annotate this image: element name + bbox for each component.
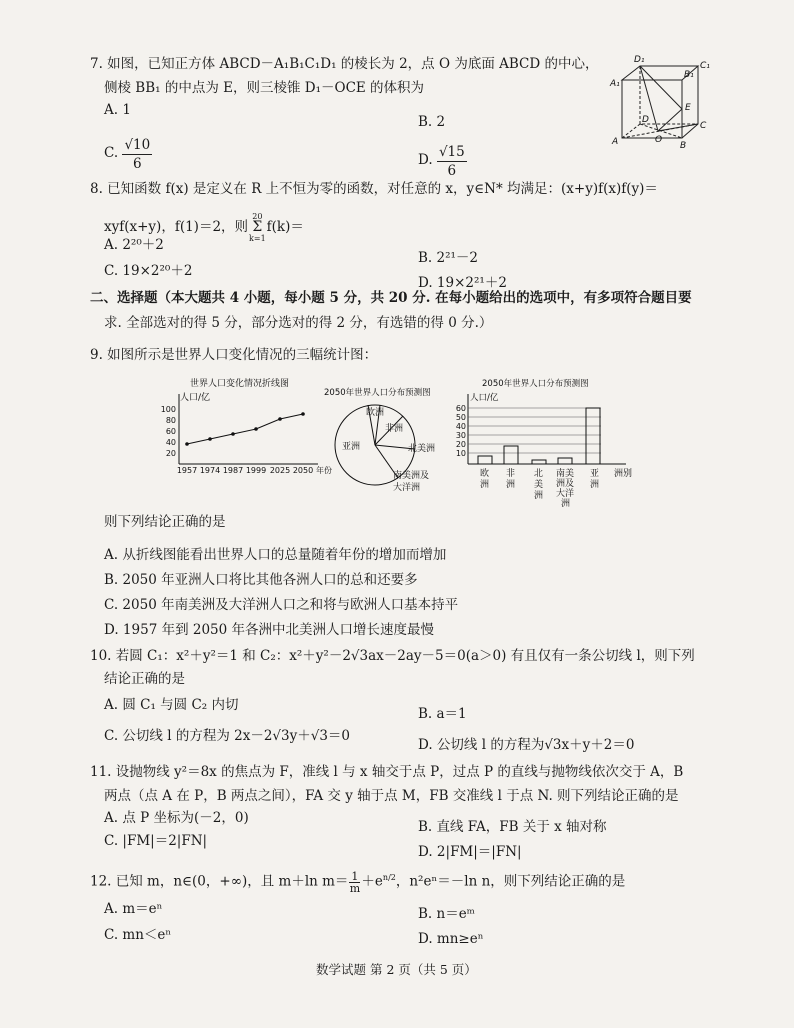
cube-label-a: A bbox=[612, 137, 619, 147]
pie-label-africa: 非洲 bbox=[385, 424, 404, 434]
bar-europe bbox=[478, 456, 492, 464]
section2-header-line1: 二、选择题（本大题共 4 小题，每小题 5 分，共 20 分. 在每小题给出的选项中，有多项符合题目要 bbox=[90, 290, 692, 306]
q8-stem-line2-a: xyf(x+y)，f(1)＝2，则 bbox=[104, 219, 249, 235]
bar-label-europe: 欧洲 bbox=[480, 469, 490, 490]
page-footer: 数学试题 第 2 页（共 5 页） bbox=[316, 962, 477, 977]
q12-stem-c: ，n²eⁿ＝－ln n，则下列结论正确的是 bbox=[395, 873, 626, 890]
pie-label-south-america: 南美洲及 bbox=[393, 471, 430, 481]
bar-chart-ytick: 20 bbox=[455, 440, 466, 449]
q9-option-b: B. 2050 年亚洲人口将比其他各洲人口的总和还要多 bbox=[104, 572, 418, 588]
q9-option-c: C. 2050 年南美洲及大洋洲人口之和将与欧洲人口基本持平 bbox=[104, 597, 459, 613]
line-chart-point bbox=[208, 437, 212, 441]
bar-chart-xunit: 洲别 bbox=[614, 469, 633, 479]
pie-label-north-america: 北美洲 bbox=[408, 444, 436, 454]
q8-stem-line1: 8. 已知函数 f(x) 是定义在 R 上不恒为零的函数，对任意的 x，y∈N* 均满足：(x+y)f(x)f(y)＝ bbox=[90, 181, 658, 197]
bar-asia bbox=[586, 408, 600, 464]
q7-option-d-denominator: 6 bbox=[447, 163, 457, 179]
q7-option-d bbox=[418, 143, 467, 180]
q10-option-b: B. a＝1 bbox=[418, 706, 467, 722]
q7-option-c-numerator: √10 bbox=[124, 137, 151, 153]
cube-label-c: C bbox=[700, 121, 707, 131]
q8-sum-lower: k=1 bbox=[249, 234, 266, 243]
line-chart-point bbox=[231, 432, 235, 436]
population-line-chart bbox=[150, 372, 340, 477]
pie-label-asia: 亚洲 bbox=[342, 442, 361, 452]
cube-label-d: D bbox=[642, 115, 649, 125]
q8-option-a: A. 2²⁰＋2 bbox=[104, 237, 164, 253]
q8-sum-upper: 20 bbox=[252, 212, 263, 221]
q7-option-b: B. 2 bbox=[418, 114, 446, 130]
q8-option-d: D. 19×2²¹＋2 bbox=[418, 275, 507, 291]
q7-option-c-prefix: C. bbox=[104, 145, 123, 161]
q7-stem-line2: 侧棱 BB₁ 的中点为 E，则三棱锥 D₁－OCE 的体积为 bbox=[104, 80, 425, 96]
q12-option-c: C. mn＜eⁿ bbox=[104, 927, 172, 943]
pie-label-europe: 欧洲 bbox=[366, 408, 385, 418]
bar-chart-ylabel: 人口/亿 bbox=[470, 393, 499, 403]
bar-chart-ytick: 10 bbox=[455, 449, 466, 458]
bar-chart-ytick: 50 bbox=[455, 413, 466, 422]
q9-option-a: A. 从折线图能看出世界人口的总量随着年份的增加而增加 bbox=[104, 547, 447, 563]
q11-option-a: A. 点 P 坐标为(－2，0) bbox=[104, 810, 249, 826]
q7-option-c-denominator: 6 bbox=[133, 156, 142, 172]
line-chart-point bbox=[254, 427, 258, 431]
bar-chart-ytick: 60 bbox=[455, 404, 466, 413]
q12-frac-numerator: 1 bbox=[351, 869, 359, 883]
section2-header-line2: 求. 全部选对的得 5 分，部分选对的得 2 分，有选错的得 0 分.） bbox=[104, 315, 493, 331]
line-chart-xtick: 2050 bbox=[292, 466, 314, 475]
line-chart-series bbox=[187, 414, 303, 444]
cube-figure bbox=[600, 52, 710, 152]
q12-stem-a: 12. 已知 m，n∈(0，+∞)，且 m＋ln m＝ bbox=[90, 873, 349, 890]
line-chart-ytick: 40 bbox=[165, 438, 176, 447]
q10-option-a: A. 圆 C₁ 与圆 C₂ 内切 bbox=[104, 697, 239, 713]
pie-label-oceania: 大洋洲 bbox=[393, 483, 421, 493]
line-chart-xtick: 1987 bbox=[222, 466, 244, 475]
cube-label-b: B bbox=[680, 141, 687, 151]
q7-option-d-numerator: √15 bbox=[438, 144, 465, 160]
line-chart-point bbox=[185, 442, 189, 446]
cube-label-c1: C₁ bbox=[700, 61, 710, 71]
population-bar-chart bbox=[446, 374, 646, 519]
line-chart-xtick: 1974 bbox=[199, 466, 221, 475]
population-pie-chart bbox=[318, 383, 436, 498]
q7-option-a: A. 1 bbox=[104, 102, 131, 118]
bar-label-asia: 亚洲 bbox=[590, 469, 600, 490]
q10-stem-line2: 结论正确的是 bbox=[104, 671, 185, 687]
bar-chart-ytick: 30 bbox=[455, 431, 466, 440]
bar-africa bbox=[504, 446, 518, 464]
q11-stem-line1: 11. 设抛物线 y²＝8x 的焦点为 F，准线 l 与 x 轴交于点 P，过点 P 的直线与抛物线依次交于 A，B bbox=[90, 764, 684, 780]
q9-lead: 则下列结论正确的是 bbox=[104, 514, 226, 530]
q10-stem-line1: 10. 若圆 C₁：x²＋y²＝1 和 C₂：x²＋y²－2√3ax－2ay－5＝0(a＞0) 有且仅有一条公切线 l，则下列 bbox=[90, 648, 695, 664]
q11-option-c: C. |FM|＝2|FN| bbox=[104, 833, 208, 849]
q7-option-d-prefix: D. bbox=[418, 152, 437, 168]
line-chart-xtick: 2025 bbox=[269, 466, 291, 475]
q11-stem-line2: 两点（点 A 在 P，B 两点之间），FA 交 y 轴于点 M，FB 交准线 l 于点 N. 则下列结论正确的是 bbox=[104, 788, 679, 804]
q12-frac-denominator: m bbox=[349, 881, 361, 895]
q8-stem-line2-b: f(k)＝ bbox=[266, 219, 304, 235]
line-chart-ylabel: 人口/亿 bbox=[180, 393, 211, 403]
q9-option-d: D. 1957 年到 2050 年各洲中北美洲人口增长速度最慢 bbox=[104, 622, 435, 638]
q7-option-c bbox=[104, 136, 152, 173]
line-chart-ytick: 80 bbox=[165, 416, 176, 425]
line-chart-ytick: 20 bbox=[165, 449, 176, 458]
q12-stem bbox=[90, 869, 625, 894]
q8-option-b: B. 2²¹－2 bbox=[418, 250, 479, 266]
cube-label-o: O bbox=[655, 135, 663, 145]
bar-north-america bbox=[532, 460, 546, 464]
q10-option-c: C. 公切线 l 的方程为 2x－2√3y＋√3＝0 bbox=[104, 728, 351, 744]
cube-label-e: E bbox=[685, 103, 691, 113]
cube-label-b1: B₁ bbox=[684, 70, 694, 80]
pie-chart-title: 2050年世界人口分布预测图 bbox=[324, 388, 431, 398]
q12-exponent: n/2 bbox=[382, 873, 396, 882]
q12-option-d: D. mn≥eⁿ bbox=[418, 931, 484, 947]
bar-label-south-america-oceania: 南美洲及大洋洲 bbox=[556, 469, 575, 509]
q8-sum-symbol: Σ bbox=[252, 219, 263, 235]
q10-option-d: D. 公切线 l 的方程为√3x＋y＋2＝0 bbox=[418, 737, 635, 753]
line-chart-ytick: 100 bbox=[160, 405, 176, 414]
q9-stem: 9. 如图所示是世界人口变化情况的三幅统计图： bbox=[90, 347, 378, 363]
q12-option-b: B. n＝eᵐ bbox=[418, 906, 475, 922]
bar-label-north-america: 北美洲 bbox=[534, 469, 544, 501]
cube-label-a1: A₁ bbox=[610, 79, 620, 89]
line-chart-ytick: 60 bbox=[165, 427, 176, 436]
q8-option-c: C. 19×2²⁰＋2 bbox=[104, 263, 193, 279]
line-chart-title: 世界人口变化情况折线图 bbox=[190, 379, 290, 389]
q11-option-b: B. 直线 FA，FB 关于 x 轴对称 bbox=[418, 819, 607, 835]
line-chart-xtick: 1999 bbox=[245, 466, 267, 475]
q12-stem-b: ＋e bbox=[361, 873, 383, 890]
cube-label-d1: D₁ bbox=[634, 55, 645, 65]
q7-stem-line1: 7. 如图，已知正方体 ABCD－A₁B₁C₁D₁ 的棱长为 2，点 O 为底面 ABCD 的中心， bbox=[90, 56, 599, 72]
line-chart-point bbox=[301, 412, 305, 416]
q12-option-a: A. m＝eⁿ bbox=[104, 901, 163, 917]
line-chart-xunit: 年份 bbox=[316, 466, 332, 475]
q11-option-d: D. 2|FM|＝|FN| bbox=[418, 844, 522, 860]
line-chart-xtick: 1957 bbox=[176, 466, 198, 475]
line-chart-point bbox=[278, 417, 282, 421]
bar-chart-title: 2050年世界人口分布预测图 bbox=[482, 379, 589, 389]
bar-label-africa: 非洲 bbox=[506, 469, 516, 490]
bar-chart-ytick: 40 bbox=[455, 422, 466, 431]
bar-south-america-oceania bbox=[558, 458, 572, 464]
